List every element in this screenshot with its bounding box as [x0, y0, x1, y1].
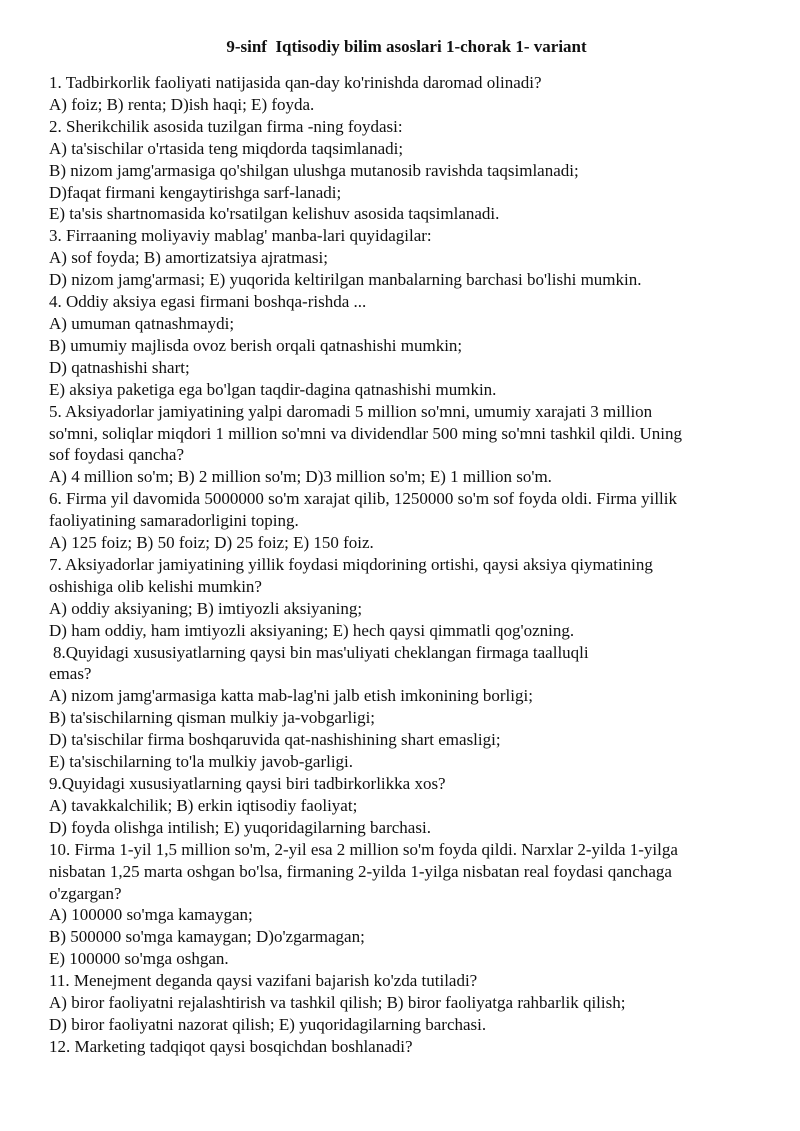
text-line: E) 100000 so'mga oshgan. [49, 949, 229, 969]
text-line: 11. Menejment deganda qaysi vazifani bajarish ko'zda tutiladi? [49, 971, 478, 991]
text-line: A) biror faoliyatni rejalashtirish va tashkil qilish; B) biror faoliyatga rahbarlik qilish; [49, 993, 626, 1013]
text-line: o'zgargan? [49, 883, 122, 903]
text-line: 9.Quyidagi xususiyatlarning qaysi biri tadbirkorlikka xos? [49, 774, 446, 793]
text-line: B) umumiy majlisda ovoz berish orqali qatnashishi mumkin; [49, 335, 463, 355]
text-line: B) nizom jamg'armasiga qo'shilgan ulushga mutanosib ravishda taqsimlanadi; [49, 160, 579, 180]
document-page [49, 34, 764, 1058]
text-line: D)faqat firmani kengaytirishga sarf-lanadi; [49, 182, 342, 202]
text-line: 5. Aksiyadorlar jamiyatining yalpi daromadi 5 million so'mni, umumiy xarajati 3 million [49, 401, 653, 421]
text-line: A) 125 foiz; B) 50 foiz; D) 25 foiz; E) 150 foiz. [49, 533, 374, 553]
text-line: A) 100000 so'mga kamaygan; [49, 905, 253, 925]
text-line: D) nizom jamg'armasi; E) yuqorida keltirilgan manbalarning barchasi bo'lishi mumkin. [49, 270, 642, 290]
text-line: emas? [49, 664, 92, 684]
text-line: A) foiz; B) renta; D)ish haqi; E) foyda. [49, 94, 315, 114]
text-line: A) ta'sischilar o'rtasida teng miqdorda taqsimlanadi; [49, 138, 404, 158]
text-line: 10. Firma 1-yil 1,5 million so'm, 2-yil esa 2 million so'm foyda qildi. Narxlar 2-yilda 1-yilga [49, 839, 678, 859]
text-line: E) ta'sischilarning to'la mulkiy javob-garligi. [49, 752, 354, 772]
text-line: A) tavakkalchilik; B) erkin iqtisodiy faoliyat; [49, 795, 358, 815]
text-line: nisbatan 1,25 marta oshgan bo'lsa, firmaning 2-yilda 1-yilga nisbatan real foydasi qanchaga [49, 861, 672, 881]
text-line: so'mni, soliqlar miqdori 1 million so'mni va dividendlar 500 ming so'mni tashkil qildi. Uning [49, 423, 682, 443]
text-line: A) nizom jamg'armasiga katta mab-lag'ni jalb etish imkonining borligi; [49, 686, 533, 706]
text-line: D) foyda olishga intilish; E) yuqoridagilarning barchasi. [49, 817, 431, 837]
text-line: D) qatnashishi shart; [49, 357, 190, 377]
text-line: 7. Aksiyadorlar jamiyatining yillik foydasi miqdorining ortishi, qaysi aksiya qiymatining [49, 554, 653, 574]
text-line: sof foydasi qancha? [49, 445, 185, 465]
text-line: faoliyatining samaradorligini toping. [49, 511, 299, 531]
text-line: D) biror faoliyatni nazorat qilish; E) yuqoridagilarning barchasi. [49, 1014, 487, 1034]
text-line: 8.Quyidagi xususiyatlarning qaysi bin mas'uliyati cheklangan firmaga taalluqli [53, 642, 589, 662]
text-line: 4. Oddiy aksiya egasi firmani boshqa-rishda ... [49, 292, 367, 312]
text-line: 3. Firraaning moliyaviy mablag' manba-lari quyidagilar: [49, 226, 432, 246]
text-line: 6. Firma yil davomida 5000000 so'm xarajat qilib, 1250000 so'm sof foyda oldi. Firma yillik [49, 489, 677, 509]
text-line: oshishiga olib kelishi mumkin? [49, 576, 262, 596]
text-line: E) aksiya paketiga ega bo'lgan taqdir-dagina qatnashishi mumkin. [49, 379, 497, 399]
text-line: A) 4 million so'm; B) 2 million so'm; D)3 million so'm; E) 1 million so'm. [49, 467, 552, 487]
text-line: D) ham oddiy, ham imtiyozli aksiyaning; E) hech qaysi qimmatli qog'ozning. [49, 620, 575, 640]
text-line: 1. Tadbirkorlik faoliyati natijasida qan-day ko'rinishda daromad olinadi? [49, 73, 542, 92]
text-line: 12. Marketing tadqiqot qaysi bosqichdan boshlanadi? [49, 1036, 413, 1056]
text-line: B) 500000 so'mga kamaygan; D)o'zgarmagan; [49, 927, 365, 947]
text-line: 2. Sherikchilik asosida tuzilgan firma -ning foydasi: [49, 116, 403, 136]
text-line: B) ta'sischilarning qisman mulkiy ja-vobgarligi; [49, 708, 376, 728]
document-title: 9-sinf Iqtisodiy bilim asoslari 1-chorak 1- variant [226, 37, 587, 56]
text-line: A) sof foyda; B) amortizatsiya ajratmasi; [49, 248, 328, 268]
text-line: A) oddiy aksiyaning; B) imtiyozli aksiyaning; [49, 598, 363, 618]
text-line: A) umuman qatnashmaydi; [49, 313, 235, 333]
text-line: D) ta'sischilar firma boshqaruvida qat-nashishining shart emasligi; [49, 730, 501, 750]
document-body [49, 72, 764, 1058]
text-line: E) ta'sis shartnomasida ko'rsatilgan kelishuv asosida taqsimlanadi. [49, 204, 500, 224]
